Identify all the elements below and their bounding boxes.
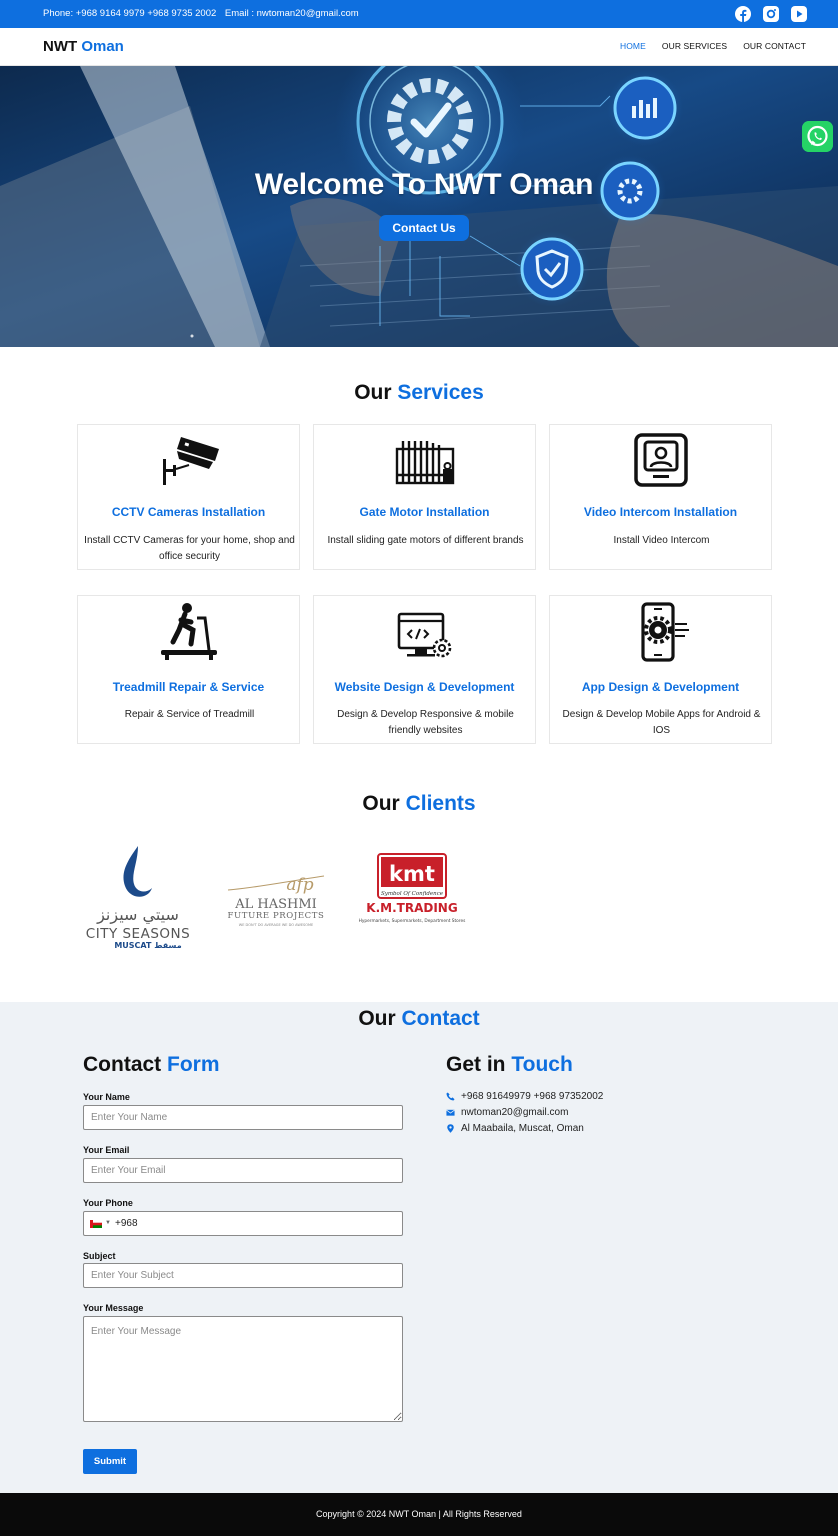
services-heading-main: Our xyxy=(354,381,392,404)
service-card-web[interactable] xyxy=(313,595,536,744)
service-title: CCTV Cameras Installation xyxy=(111,505,266,519)
client-city-seasons-arabic: سيتي سيزنز xyxy=(97,905,179,924)
nav-our-services[interactable]: OUR SERVICES xyxy=(661,41,728,51)
chevron-down-icon[interactable]: ▼ xyxy=(105,1220,111,1226)
contact-form-heading-accent: Form xyxy=(167,1053,220,1076)
client-km-tagline: Symbol Of Confidence xyxy=(380,891,444,897)
contact-form-heading-main: Contact xyxy=(83,1053,162,1076)
contact-form-heading xyxy=(83,1053,220,1077)
client-logo-al-hashmi xyxy=(224,866,328,930)
message-textarea[interactable] xyxy=(83,1316,403,1422)
footer-copyright: Copyright © 2024 NWT Oman | All Rights Reserved xyxy=(316,1509,522,1519)
service-card-app[interactable] xyxy=(549,595,772,744)
client-city-seasons-sub: MUSCAT مسقط xyxy=(114,941,182,950)
client-km-sub: Hypermarkets, Supermarkets, Department Stores xyxy=(358,919,466,924)
logo-main: NWT xyxy=(43,38,78,55)
hero-title: Welcome To NWT Oman xyxy=(254,168,594,201)
social-links xyxy=(735,6,807,22)
service-card-treadmill[interactable] xyxy=(77,595,300,744)
contact-heading-accent: Contact xyxy=(401,1007,480,1030)
nav-home[interactable]: HOME xyxy=(619,41,646,51)
service-title: Video Intercom Installation xyxy=(583,505,738,519)
logo-accent: Oman xyxy=(81,38,124,55)
service-title: Website Design & Development xyxy=(334,680,515,694)
client-logo-km-trading xyxy=(356,852,468,926)
services-heading-accent: Services xyxy=(397,381,484,404)
location-pin-icon xyxy=(446,1124,455,1133)
nav-our-contact[interactable]: OUR CONTACT xyxy=(743,41,806,51)
whatsapp-icon[interactable] xyxy=(802,121,833,152)
footer xyxy=(0,1493,838,1536)
name-input[interactable] xyxy=(83,1105,403,1130)
client-km-name: K.M.TRADING xyxy=(366,901,458,915)
touch-phone xyxy=(446,1091,603,1102)
service-desc: Install sliding gate motors of different brands xyxy=(327,535,524,546)
contact-heading-main: Our xyxy=(358,1007,396,1030)
service-title: Gate Motor Installation xyxy=(359,505,490,519)
contact-heading xyxy=(0,1007,838,1031)
get-in-touch-heading-main: Get in xyxy=(446,1053,506,1076)
site-logo[interactable] xyxy=(43,38,124,55)
subject-label: Subject xyxy=(83,1251,116,1261)
service-title: Treadmill Repair & Service xyxy=(112,680,265,694)
phone-input[interactable] xyxy=(115,1215,395,1232)
name-label: Your Name xyxy=(83,1092,130,1102)
hero-background xyxy=(0,66,838,347)
services-heading xyxy=(0,381,838,405)
service-card-gate[interactable] xyxy=(313,424,536,570)
client-al-hashmi-mark: afp xyxy=(286,875,314,895)
clients-heading-accent: Clients xyxy=(405,792,476,815)
get-in-touch-heading xyxy=(446,1053,573,1077)
facebook-icon[interactable] xyxy=(735,6,751,22)
get-in-touch-heading-accent: Touch xyxy=(511,1053,573,1076)
contact-us-button[interactable]: Contact Us xyxy=(379,215,469,241)
hero-banner xyxy=(0,66,838,347)
clients-heading xyxy=(0,792,838,816)
client-al-hashmi-name: AL HASHMI xyxy=(235,897,317,912)
submit-button[interactable]: Submit xyxy=(83,1449,137,1474)
service-desc: Install CCTV Cameras for your home, shop and office security xyxy=(84,535,295,562)
clients-heading-main: Our xyxy=(362,792,400,815)
phone-label: Your Phone xyxy=(83,1198,133,1208)
email-label: Your Email xyxy=(83,1145,130,1155)
service-card-intercom[interactable] xyxy=(549,424,772,570)
cctv-camera-icon xyxy=(157,429,221,493)
intercom-icon xyxy=(629,429,693,493)
client-al-hashmi-tagline: WE DON'T DO AVERAGE WE DO AWESOME xyxy=(238,923,314,927)
client-al-hashmi-sub: FUTURE PROJECTS xyxy=(227,911,325,921)
top-bar-phone: Phone: +968 9164 9979 +968 9735 2002 xyxy=(43,8,217,19)
message-label: Your Message xyxy=(83,1303,144,1313)
service-card-cctv[interactable] xyxy=(77,424,300,570)
oman-flag-icon[interactable] xyxy=(90,1220,102,1228)
main-menu xyxy=(620,41,806,51)
email-input[interactable] xyxy=(83,1158,403,1183)
service-desc: Design & Develop Responsive & mobile friendly websites xyxy=(337,709,514,736)
navbar xyxy=(0,28,838,66)
web-dev-icon xyxy=(393,600,457,664)
treadmill-icon xyxy=(157,600,221,664)
service-desc: Install Video Intercom xyxy=(613,535,710,546)
gate-icon xyxy=(393,429,457,493)
app-dev-icon xyxy=(629,600,693,664)
youtube-icon[interactable] xyxy=(791,6,807,22)
service-title: App Design & Development xyxy=(581,680,740,694)
service-desc: Repair & Service of Treadmill xyxy=(124,709,255,720)
phone-icon xyxy=(446,1092,455,1101)
touch-address xyxy=(446,1123,584,1134)
client-logo-city-seasons xyxy=(80,842,200,952)
subject-input[interactable] xyxy=(83,1263,403,1288)
instagram-icon[interactable] xyxy=(763,6,779,22)
client-city-seasons-name: CITY SEASONS xyxy=(85,926,191,942)
top-bar xyxy=(0,0,838,28)
top-bar-email: Email : nwtoman20@gmail.com xyxy=(224,8,359,19)
email-icon xyxy=(446,1108,455,1117)
touch-address-text: Al Maabaila, Muscat, Oman xyxy=(461,1123,584,1134)
touch-phone-text: +968 91649979 +968 97352002 xyxy=(461,1091,604,1102)
touch-email xyxy=(446,1107,568,1118)
service-desc: Design & Develop Mobile Apps for Android & IOS xyxy=(562,709,761,736)
top-bar-contact xyxy=(43,8,359,19)
client-km-mark: kmt xyxy=(389,862,435,886)
phone-field[interactable] xyxy=(83,1211,403,1236)
touch-email-text[interactable]: nwtoman20@gmail.com xyxy=(461,1107,569,1118)
